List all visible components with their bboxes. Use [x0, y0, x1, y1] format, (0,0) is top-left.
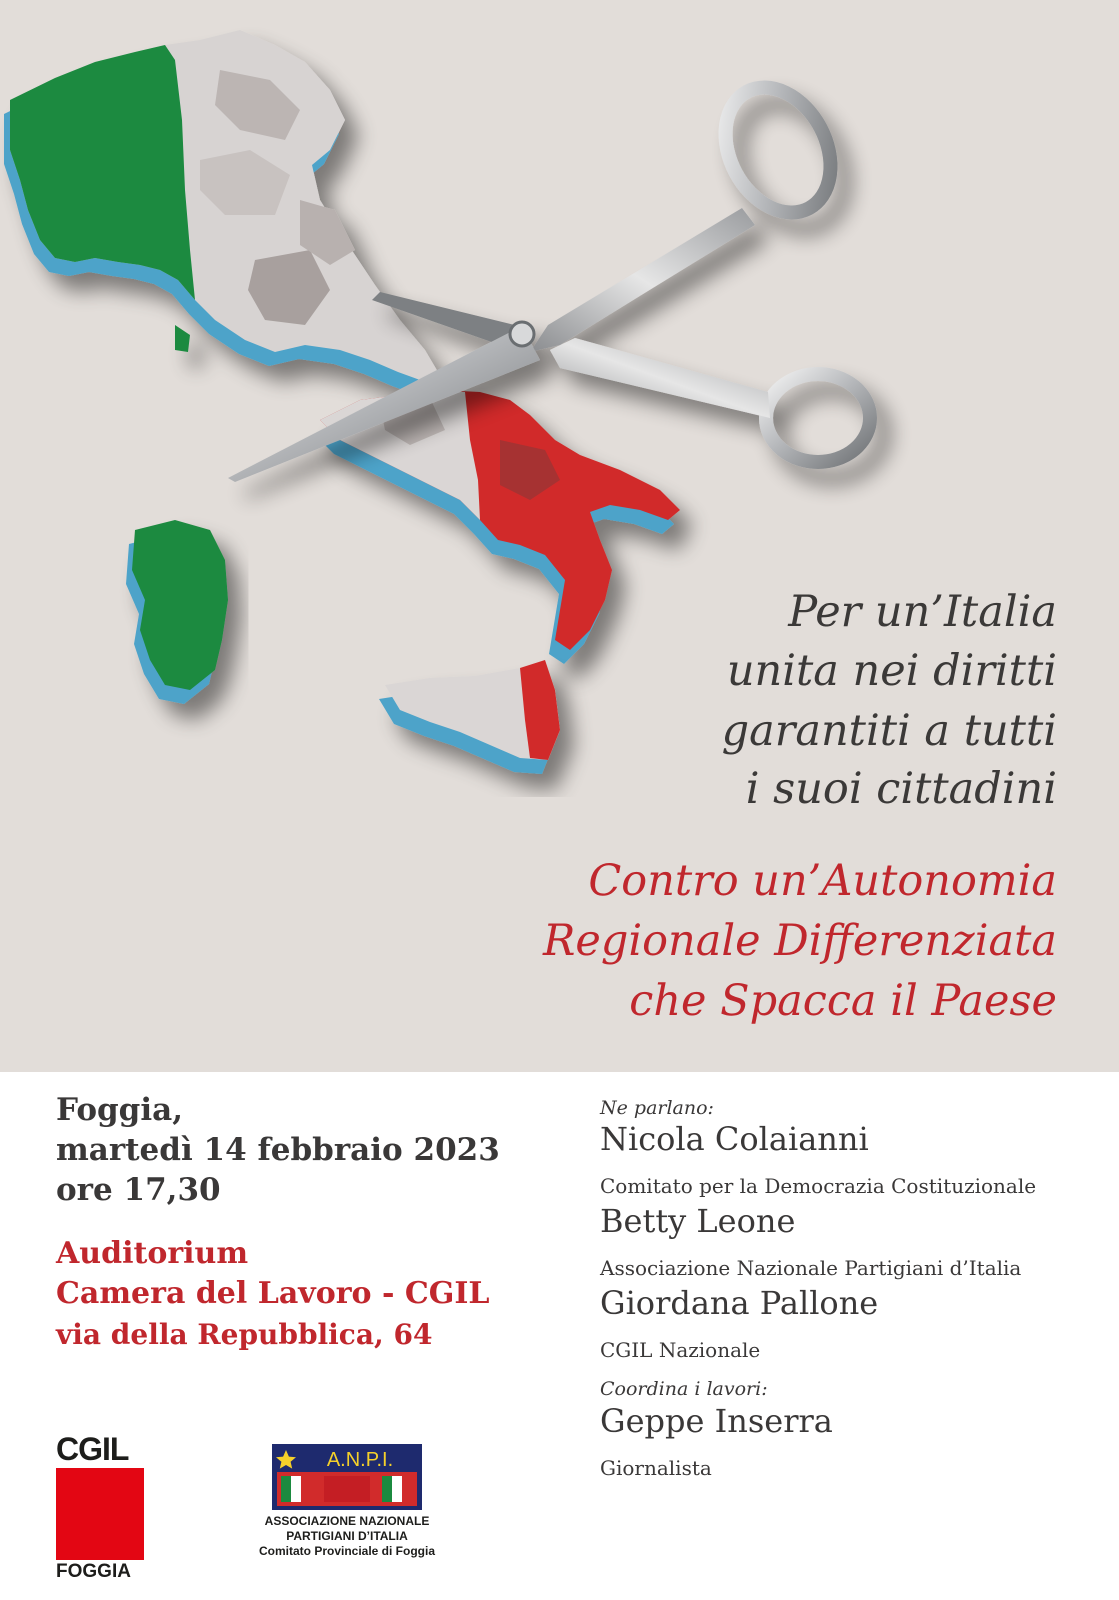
slogan-line-4: i suoi cittadini	[745, 764, 1057, 814]
speaker-name-2: Betty Leone	[600, 1202, 796, 1240]
south-italy-shape	[314, 390, 680, 664]
cgil-wordmark: CGIL	[56, 1431, 129, 1467]
anpi-line-2: PARTIGIANI D’ITALIA	[286, 1529, 408, 1543]
anpi-line-1: ASSOCIAZIONE NAZIONALE	[264, 1514, 430, 1528]
north-italy-shape	[4, 30, 438, 394]
moderator-name: Geppe Inserra	[600, 1402, 833, 1440]
cgil-logo	[56, 1432, 144, 1584]
moderator-intro: Coordina i lavori:	[600, 1378, 768, 1400]
event-city: Foggia,	[56, 1092, 183, 1128]
speaker-name-1: Nicola Colaianni	[600, 1120, 869, 1158]
speakers-intro: Ne parlano:	[600, 1097, 714, 1119]
cgil-red-square	[56, 1468, 144, 1560]
sicily-shape	[379, 660, 560, 774]
anpi-flag-emblem	[272, 1444, 422, 1510]
event-building: Camera del Lavoro - CGIL	[56, 1276, 490, 1311]
event-address: via della Repubblica, 64	[56, 1318, 433, 1351]
slogan-line-3: garantiti a tutti	[721, 706, 1057, 756]
anpi-badge	[272, 1444, 422, 1510]
sardinia-shape	[126, 520, 228, 704]
claim-line-2: Regionale Differenziata	[543, 916, 1057, 966]
moderator-role: Giornalista	[600, 1456, 712, 1480]
cgil-city: FOGGIA	[56, 1561, 131, 1582]
slogan-line-1: Per un’Italia	[788, 587, 1057, 637]
anpi-logo	[252, 1444, 442, 1559]
event-venue: Auditorium	[56, 1236, 249, 1271]
claim-line-1: Contro un’Autonomia	[588, 856, 1057, 906]
event-date: martedì 14 febbraio 2023	[56, 1132, 500, 1168]
speaker-role-3: CGIL Nazionale	[600, 1338, 761, 1362]
event-time: ore 17,30	[56, 1172, 221, 1208]
claim-line-3: che Spacca il Paese	[629, 976, 1057, 1026]
speaker-name-3: Giordana Pallone	[600, 1284, 879, 1322]
speaker-role-1: Comitato per la Democrazia Costituzionale	[600, 1174, 1037, 1198]
slogan-line-2: unita nei diritti	[726, 646, 1057, 696]
speaker-role-2: Associazione Nazionale Partigiani d’Italia	[600, 1256, 1022, 1280]
anpi-wordmark: A.N.P.I.	[326, 1449, 394, 1471]
anpi-line-3: Comitato Provinciale di Foggia	[258, 1544, 436, 1558]
